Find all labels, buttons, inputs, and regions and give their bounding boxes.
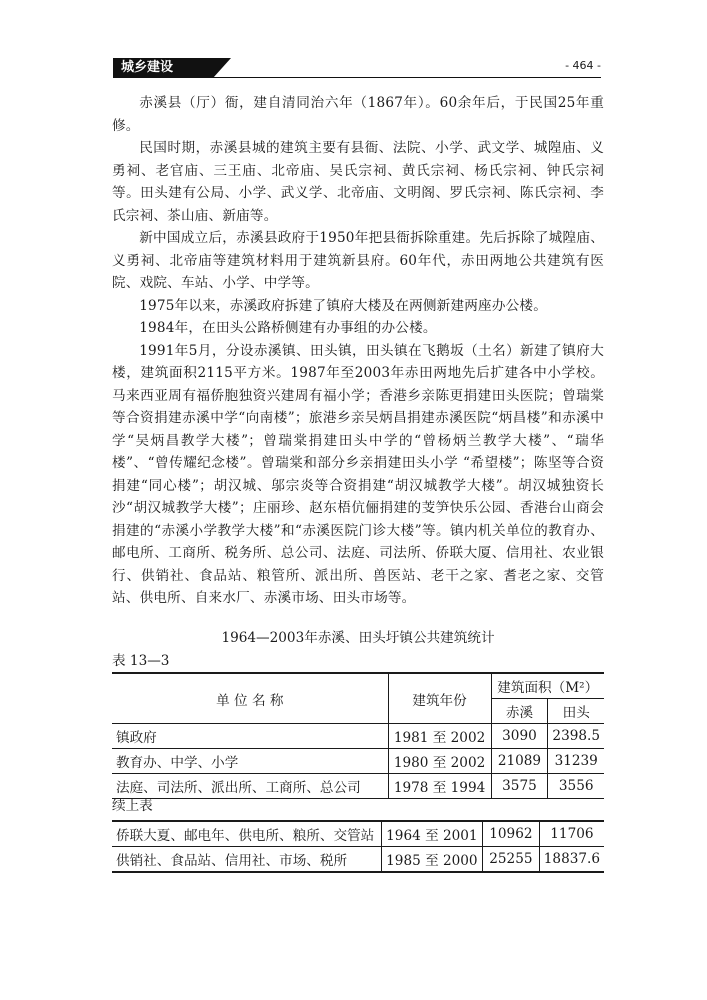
page-number: - 464 - bbox=[565, 59, 601, 72]
header-chixi: 赤溪 bbox=[491, 699, 548, 724]
continued-label: 续上表 bbox=[112, 798, 153, 814]
header-tiantou: 田头 bbox=[548, 699, 604, 724]
cell-tiantou: 18837.6 bbox=[539, 847, 604, 873]
cell-tiantou: 3556 bbox=[548, 774, 604, 799]
page-header bbox=[113, 58, 601, 78]
table-row bbox=[112, 821, 604, 847]
cell-tiantou: 2398.5 bbox=[548, 724, 604, 749]
paragraph: 1975年以来，赤溪政府拆建了镇府大楼及在两侧新建两座办公楼。 bbox=[139, 297, 548, 314]
paragraph: 民国时期，赤溪县城的建筑主要有县衙、法院、小学、武文学、城隍庙、义勇祠、老官庙、三王庙、北帝庙、吴氏宗祠、黄氏宗祠、杨氏宗祠、钟氏宗祠等。田头建有公局、小学、武义学、北帝庙、文明阁、罗氏宗祠、陈氏宗祠、李氏宗祠、茶山庙、新庙等。 bbox=[112, 140, 604, 224]
header-area: 建筑面积（M²） bbox=[491, 673, 604, 699]
cell-chixi: 21089 bbox=[491, 749, 548, 774]
table-title: 1964—2003年赤溪、田头圩镇公共建筑统计 bbox=[221, 630, 495, 646]
paragraph: 新中国成立后，赤溪县政府于1950年把县衙拆除重建。先后拆除了城隍庙、义勇祠、北帝庙等建筑材料用于建筑新县府。60年代，赤田两地公共建筑有医院、戏院、车站、小学、中学等。 bbox=[112, 230, 604, 291]
cell-year: 1981 至 2002 bbox=[388, 724, 491, 749]
header-year: 建筑年份 bbox=[388, 673, 491, 724]
cell-unit: 供销社、食品站、信用社、市场、税所 bbox=[112, 847, 381, 873]
section-tab: 城乡建设 bbox=[113, 58, 213, 78]
cell-year: 1980 至 2002 bbox=[388, 749, 491, 774]
cell-year: 1964 至 2001 bbox=[381, 821, 482, 847]
paragraph: 1984年，在田头公路桥侧建有办事组的办公楼。 bbox=[139, 320, 437, 336]
table-row bbox=[112, 847, 604, 873]
cell-year: 1985 至 2000 bbox=[381, 847, 482, 873]
cell-unit: 侨联大夏、邮电年、供电所、粮所、交管站 bbox=[112, 821, 381, 847]
table-row bbox=[112, 774, 604, 799]
header-rule bbox=[113, 77, 601, 78]
cell-tiantou: 11706 bbox=[539, 821, 604, 847]
table-row bbox=[112, 724, 604, 749]
cell-unit: 法庭、司法所、派出所、工商所、总公司 bbox=[112, 774, 388, 799]
cell-year: 1978 至 1994 bbox=[388, 774, 491, 799]
cell-chixi: 3090 bbox=[491, 724, 548, 749]
section-tab-slant bbox=[213, 58, 231, 78]
cell-unit: 镇政府 bbox=[112, 724, 388, 749]
cell-unit: 教育办、中学、小学 bbox=[112, 749, 388, 774]
header-unit: 单 位 名 称 bbox=[112, 673, 388, 724]
table-row bbox=[112, 749, 604, 774]
cell-chixi: 3575 bbox=[491, 774, 548, 799]
cell-chixi: 10962 bbox=[482, 821, 539, 847]
statistics-table-continued bbox=[112, 820, 604, 873]
cell-tiantou: 31239 bbox=[548, 749, 604, 774]
cell-chixi: 25255 bbox=[482, 847, 539, 873]
table-number: 表 13—3 bbox=[112, 653, 170, 669]
statistics-table bbox=[112, 672, 604, 799]
paragraph: 赤溪县（厅）衙，建自清同治六年（1867年）。60余年后，于民国25年重修。 bbox=[112, 95, 604, 134]
body-text bbox=[112, 92, 604, 610]
paragraph: 1991年5月，分设赤溪镇、田头镇，田头镇在飞鹅坂（土名）新建了镇府大楼，建筑面积2115平方米。1987年至2003年赤田两地先后扩建各中小学校。马来西亚周有福侨胞独资兴建周有福小学；香港乡亲陈更捐建田头医院；曾瑞棠等合资捐建赤溪中学“向南楼”；旅港乡亲吴炳昌捐建赤溪医院“炳昌楼”和赤溪中学“吴炳昌教学大楼”；曾瑞棠捐建田头中学的“曾杨炳兰教学大楼”、“瑞华楼”、“曾传耀纪念楼”。曾瑞棠和部分乡亲捐建田头小学 “希望楼”；陈坚等合资捐建“同心楼”；胡汉城、邬宗炎等合资捐建“胡汉城教学大楼”。胡汉城独资长沙“胡汉城教学大楼”；庄丽珍、赵东梧伉俪捐建的芰笋快乐公园、香港台山商会捐建的“赤溪小学教学大楼”和“赤溪医院门诊大楼”等。镇内机关单位的教育办、邮电所、工商所、税务所、总公司、法庭、司法所、侨联大厦、信用社、农业银行、供销社、食品站、粮管所、派出所、兽医站、老干之家、耆老之家、交管站、供电所、自来水厂、赤溪市场、田头市场等。 bbox=[112, 342, 604, 606]
